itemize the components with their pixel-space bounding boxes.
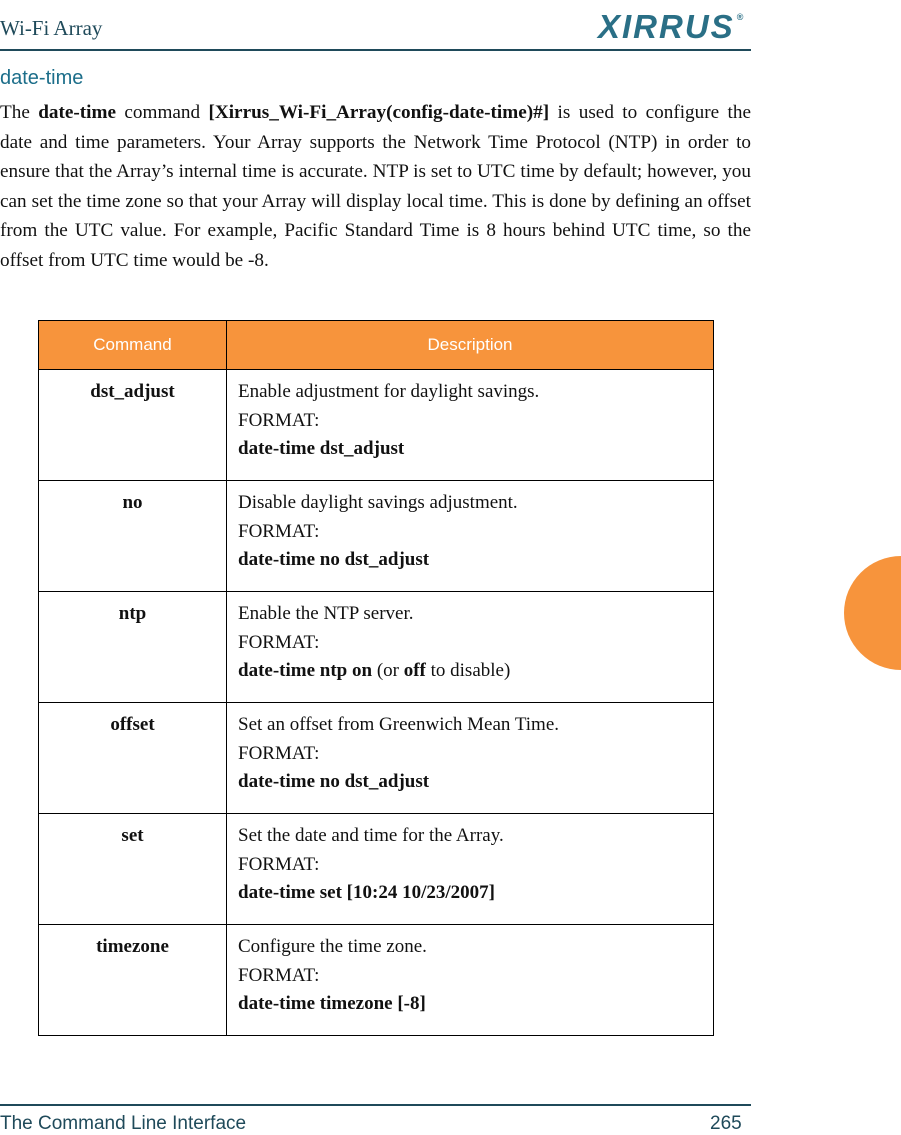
- running-header-title: Wi-Fi Array: [0, 16, 103, 40]
- command-table: [38, 320, 714, 1036]
- format-command: date-time timezone [-8]: [238, 993, 426, 1014]
- intro-prompt: [Xirrus_Wi-Fi_Array(config-date-time)#]: [208, 102, 550, 123]
- format-label: FORMAT:: [238, 520, 320, 542]
- description-cell: [227, 925, 714, 1036]
- format-command: date-time no dst_adjust: [238, 549, 430, 570]
- format-suffix-keyword: off: [403, 660, 426, 681]
- description-cell: [227, 592, 714, 703]
- description-text: Disable daylight savings adjustment.: [238, 492, 518, 513]
- command-cell: ntp: [39, 592, 227, 703]
- footer-chapter-title: The Command Line Interface: [0, 1113, 247, 1134]
- description-column-header: Description: [227, 321, 714, 370]
- table-header-row: [39, 321, 714, 370]
- command-cell: offset: [39, 703, 227, 814]
- xirrus-logo: [598, 8, 743, 46]
- description-text: Set an offset from Greenwich Mean Time.: [238, 714, 560, 735]
- description-cell: [227, 703, 714, 814]
- format-label: FORMAT:: [238, 742, 320, 764]
- format-label: FORMAT:: [238, 631, 320, 653]
- format-command: date-time set [10:24 10/23/2007]: [238, 882, 495, 903]
- command-cell: timezone: [39, 925, 227, 1036]
- format-command: date-time dst_adjust: [238, 438, 405, 459]
- intro-text-1: The: [0, 102, 39, 123]
- header-divider: [0, 49, 751, 51]
- format-suffix-end: to disable): [425, 660, 511, 681]
- intro-paragraph: [0, 98, 751, 276]
- chapter-tab-marker: [844, 556, 901, 670]
- format-label: FORMAT:: [238, 964, 320, 986]
- registered-mark: ®: [736, 12, 744, 22]
- table-row: [39, 370, 714, 481]
- description-cell: [227, 481, 714, 592]
- description-cell: [227, 814, 714, 925]
- format-label: FORMAT:: [238, 409, 320, 431]
- command-cell: set: [39, 814, 227, 925]
- format-label: FORMAT:: [238, 853, 320, 875]
- table-row: [39, 592, 714, 703]
- section-title: date-time: [0, 67, 84, 89]
- description-text: Configure the time zone.: [238, 936, 427, 957]
- description-cell: [227, 370, 714, 481]
- intro-text-2: command: [116, 102, 209, 123]
- description-text: Set the date and time for the Array.: [238, 825, 504, 846]
- footer-divider: [0, 1104, 751, 1106]
- intro-text-3: is used to configure the date and time parameters. Your Array supports the Network Time Protocol (NTP) in order to ensure that the Array’s internal time is accurate. NTP is set to UTC time by default; however, you can set the time zone so that your Array will display local time. This is done by defining an offset from the UTC value. For example, Pacific Standard Time is 8 hours behind UTC time, so the offset from UTC time would be -8.: [0, 102, 751, 271]
- page-number: 265: [710, 1113, 742, 1134]
- command-cell: dst_adjust: [39, 370, 227, 481]
- command-column-header: Command: [39, 321, 227, 370]
- intro-command: date-time: [38, 102, 117, 123]
- logo-text: XIRRUS: [598, 8, 735, 45]
- format-command: date-time no dst_adjust: [238, 771, 430, 792]
- description-text: Enable the NTP server.: [238, 603, 414, 624]
- description-text: Enable adjustment for daylight savings.: [238, 381, 540, 402]
- format-command: date-time ntp on: [238, 660, 373, 681]
- command-cell: no: [39, 481, 227, 592]
- format-suffix: (or: [372, 660, 404, 681]
- table-row: [39, 481, 714, 592]
- table-row: [39, 814, 714, 925]
- table-row: [39, 925, 714, 1036]
- table-row: [39, 703, 714, 814]
